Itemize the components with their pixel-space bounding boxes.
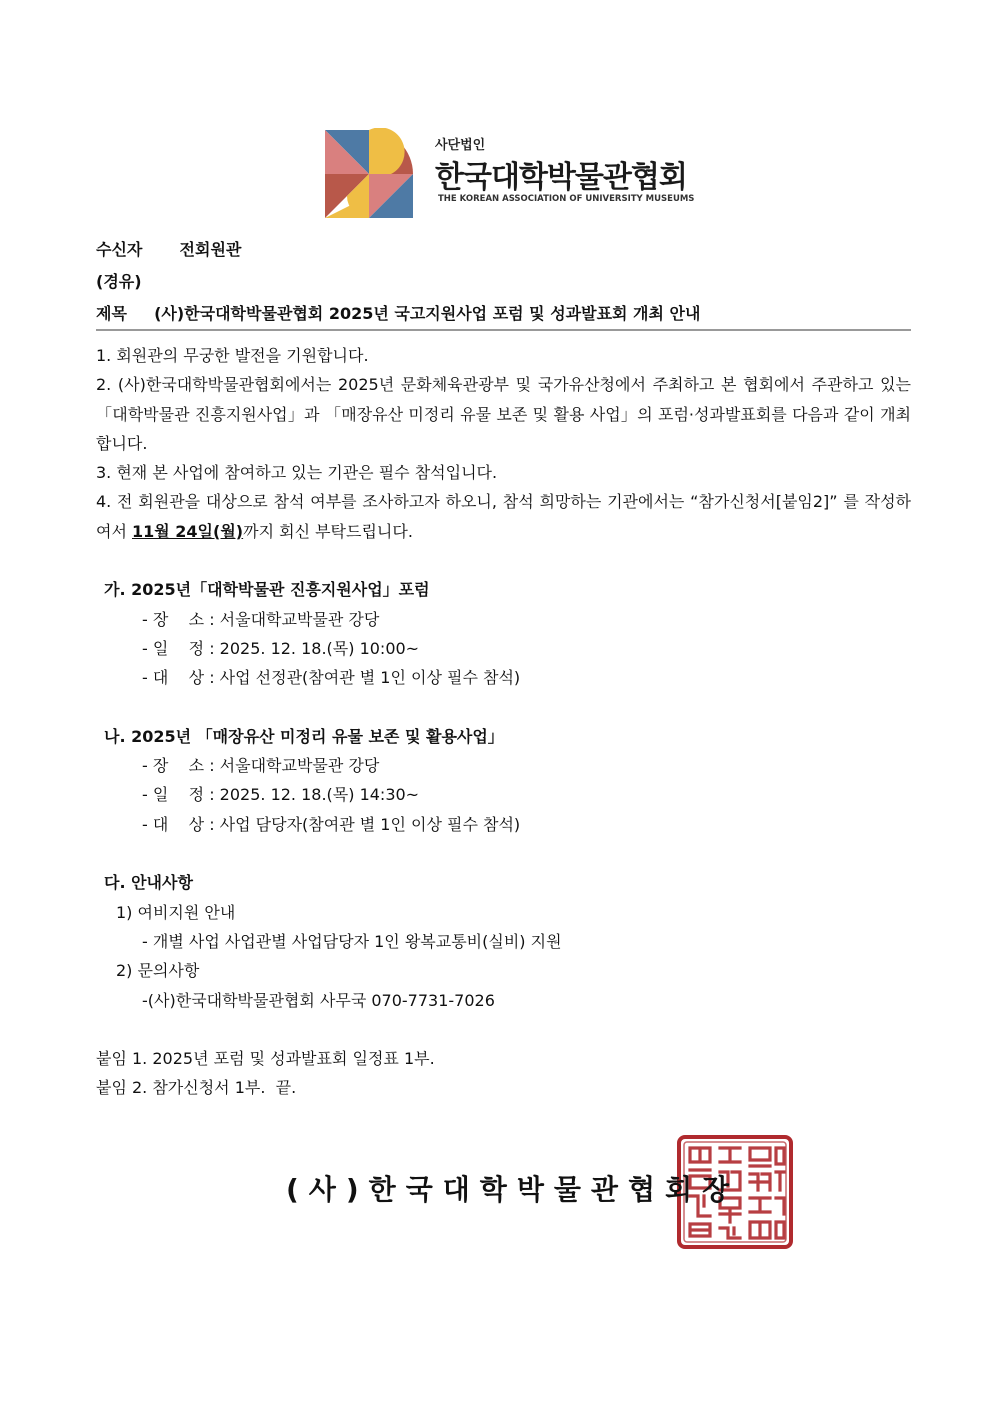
logo-english-name: THE KOREAN ASSOCIATION OF UNIVERSITY MUSEUMS [438,194,695,204]
attachment-1: 붙임 1. 2025년 포럼 및 성과발표회 일정표 1부. [96,1049,435,1069]
document-body [96,341,911,1103]
paragraph-4-end: 까지 회신 부탁드립니다. [243,521,413,541]
logo-title: 한국대학박물관협회 [435,160,687,195]
paragraph-2: 2. (사)한국대학박물관협회에서는 2025년 문화체육관광부 및 국가유산청에서 주최하고 본 협회에서 주관하고 있는「대학박물관 진흥지원사업」과 「매장유산 미정리 유물 보존 및 활용 사업」의 포럼·성과발표회를 다음과 같이 개최합니다. [96,375,911,453]
paragraph-3: 3. 현재 본 사업에 참여하고 있는 기관은 필수 참석입니다. [96,463,498,483]
logo-subtitle: 사단법인 [435,138,486,153]
recipient-value: 전회원관 [179,240,242,259]
section-forum-place: - 장 소 : 서울대학교박물관 강당 [142,609,380,629]
paragraph-1: 1. 회원관의 무궁한 발전을 기원합니다. [96,346,369,365]
paragraph-4-text: 4. 전 회원관을 대상으로 참석 여부를 조사하고자 하오니, 참석 희망하는 기관에서는 “참가신청서[붙임2]” 를 작성하여서 [96,492,911,541]
attachment-2: 붙임 2. 참가신청서 1부. 끝. [96,1078,297,1098]
notice-item-1-detail: - 개별 사업 사업관별 사업담당자 1인 왕복교통비(실비) 지원 [142,931,562,951]
reply-deadline: 11월 24일(월) [132,521,244,541]
association-logo [323,128,693,220]
via-line: (경유) [96,272,142,291]
section-forum-title: 가. 2025년「대학박물관 진흥지원사업」포럼 [104,580,430,600]
section-forum-date: - 일 정 : 2025. 12. 18.(목) 10:00~ [142,638,420,658]
subject-value: (사)한국대학박물관협회 2025년 국고지원사업 포럼 및 성과발표회 개최 안내 [154,304,701,323]
paragraph-4 [96,487,911,546]
recipient-line [96,237,241,260]
recipient-label: 수신자 [96,240,143,259]
subject-label: 제목 [96,304,127,323]
section-relics-title: 나. 2025년 「매장유산 미정리 유물 보존 및 활용사업」 [104,726,504,746]
notice-item-1: 1) 여비지원 안내 [116,902,236,922]
sender-signature: (사)한국대학박물관협회장 [286,1173,740,1206]
section-forum-target: - 대 상 : 사업 선정관(참여관 별 1인 이상 필수 참석) [142,668,521,688]
notice-item-2-detail: -(사)한국대학박물관협회 사무국 070-7731-7026 [142,990,495,1010]
notice-title: 다. 안내사항 [104,873,193,893]
notice-item-2: 2) 문의사항 [116,961,200,981]
header-divider [96,329,911,331]
section-relics-place: - 장 소 : 서울대학교박물관 강당 [142,756,380,776]
subject-line [96,301,700,324]
section-relics-date: - 일 정 : 2025. 12. 18.(목) 14:30~ [142,785,420,805]
section-relics-target: - 대 상 : 사업 담당자(참여관 별 1인 이상 필수 참석) [142,814,521,834]
logo-emblem-icon [323,128,415,220]
